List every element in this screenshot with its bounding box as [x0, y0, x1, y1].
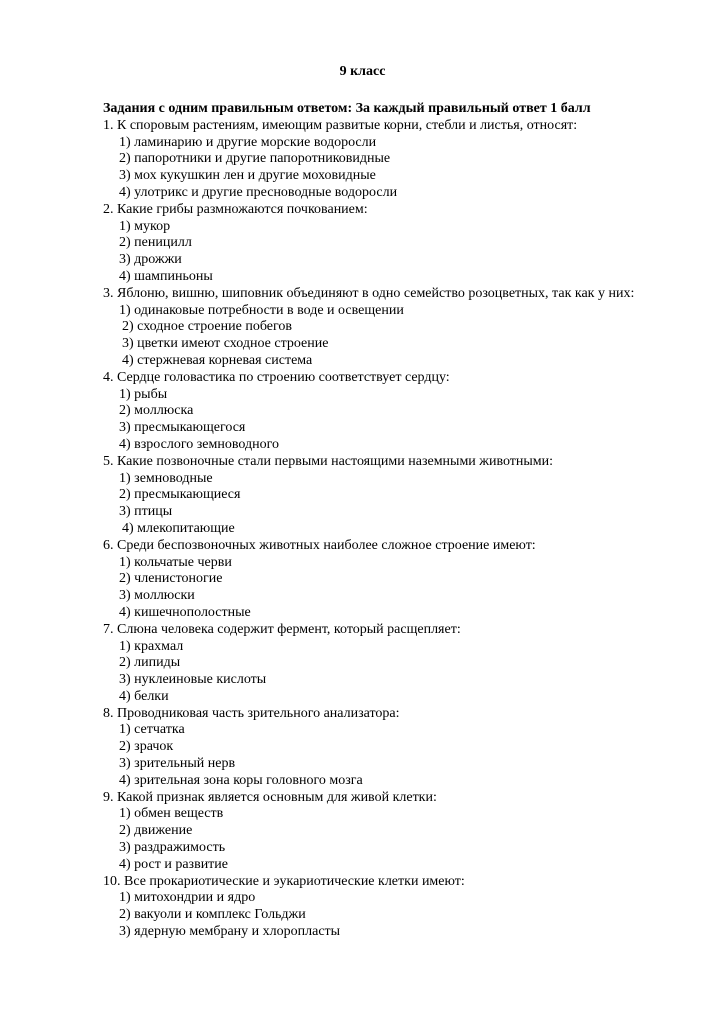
- answer-option: 3) моллюски: [119, 588, 195, 604]
- answer-option: 3) мох кукушкин лен и другие моховидные: [119, 168, 376, 184]
- answer-option: 2) сходное строение побегов: [122, 319, 292, 335]
- answer-option: 1) крахмал: [119, 638, 184, 654]
- question-10: [103, 874, 703, 941]
- question-5: [103, 454, 703, 538]
- answer-option: 4) белки: [119, 688, 169, 704]
- answer-option: 1) митохондрии и ядро: [119, 890, 256, 906]
- questions-content: [103, 101, 703, 941]
- answer-option: 4) зрительная зона коры головного мозга: [119, 772, 363, 788]
- question-text: 8. Проводниковая часть зрительного анализатора:: [103, 705, 400, 721]
- question-7: [103, 622, 703, 706]
- question-8: [103, 706, 703, 790]
- answer-option: 4) рост и развитие: [119, 856, 229, 872]
- answer-option: 4) улотрикс и другие пресноводные водоросли: [119, 184, 398, 200]
- question-9: [103, 790, 703, 874]
- answer-option: 4) млекопитающие: [122, 520, 235, 536]
- answer-option: 2) членистоногие: [119, 571, 223, 587]
- question-text: 4. Сердце головастика по строению соответствует сердцу:: [103, 369, 450, 385]
- answer-option: 4) кишечнополостные: [119, 604, 251, 620]
- question-3: [103, 286, 703, 370]
- answer-option: 3) зрительный нерв: [119, 756, 236, 772]
- answer-option: 2) моллюска: [119, 403, 194, 419]
- question-text: 2. Какие грибы размножаются почкованием:: [103, 201, 368, 217]
- question-6: [103, 538, 703, 622]
- answer-option: 1) обмен веществ: [119, 806, 224, 822]
- answer-option: 3) дрожжи: [119, 252, 182, 268]
- answer-option: 2) пресмыкающиеся: [119, 487, 241, 503]
- answer-option: 1) рыбы: [119, 386, 168, 402]
- answer-option: 1) земноводные: [119, 470, 213, 486]
- question-text: 7. Слюна человека содержит фермент, который расщепляет:: [103, 621, 461, 637]
- question-text: 9. Какой признак является основным для живой клетки:: [103, 789, 437, 805]
- answer-option: 1) ламинарию и другие морские водоросли: [119, 134, 377, 150]
- answer-option: 3) нуклеиновые кислоты: [119, 672, 267, 688]
- question-text: 10. Все прокариотические и эукариотические клетки имеют:: [103, 873, 465, 889]
- answer-option: 2) липиды: [119, 655, 181, 671]
- question-text: 3. Яблоню, вишню, шиповник объединяют в одно семейство розоцветных, так как у них:: [103, 285, 635, 301]
- answer-option: 1) мукор: [119, 218, 171, 234]
- answer-option: 3) ядерную мембрану и хлоропласты: [119, 924, 341, 940]
- answer-option: 2) папоротники и другие папоротниковидные: [119, 151, 391, 167]
- answer-option: 4) стержневая корневая система: [122, 352, 313, 368]
- question-2: [103, 202, 703, 286]
- question-text: 6. Среди беспозвоночных животных наиболее сложное строение имеют:: [103, 537, 536, 553]
- answer-option: 2) вакуоли и комплекс Гольджи: [119, 907, 306, 923]
- answer-option: 1) одинаковые потребности в воде и освещении: [119, 302, 404, 318]
- answer-option: 3) птицы: [119, 504, 173, 520]
- answer-option: 4) взрослого земноводного: [119, 436, 279, 452]
- question-text: 1. К споровым растениям, имеющим развитые корни, стебли и листья, относят:: [103, 117, 578, 133]
- question-text: 5. Какие позвоночные стали первыми настоящими наземными животными:: [103, 453, 554, 469]
- answer-option: 1) кольчатые черви: [119, 554, 232, 570]
- answer-option: 3) пресмыкающегося: [119, 420, 246, 436]
- answer-option: 4) шампиньоны: [119, 268, 213, 284]
- grade-title: 9 класс: [339, 64, 386, 79]
- answer-option: 2) пеницилл: [119, 235, 192, 251]
- answer-option: 1) сетчатка: [119, 722, 185, 738]
- question-1: [103, 118, 703, 202]
- section-heading: Задания с одним правильным ответом: За каждый правильный ответ 1 балл: [103, 101, 591, 116]
- question-4: [103, 370, 703, 454]
- answer-option: 2) движение: [119, 823, 193, 839]
- answer-option: 2) зрачок: [119, 739, 174, 755]
- answer-option: 3) цветки имеют сходное строение: [122, 336, 329, 352]
- answer-option: 3) раздражимость: [119, 840, 226, 856]
